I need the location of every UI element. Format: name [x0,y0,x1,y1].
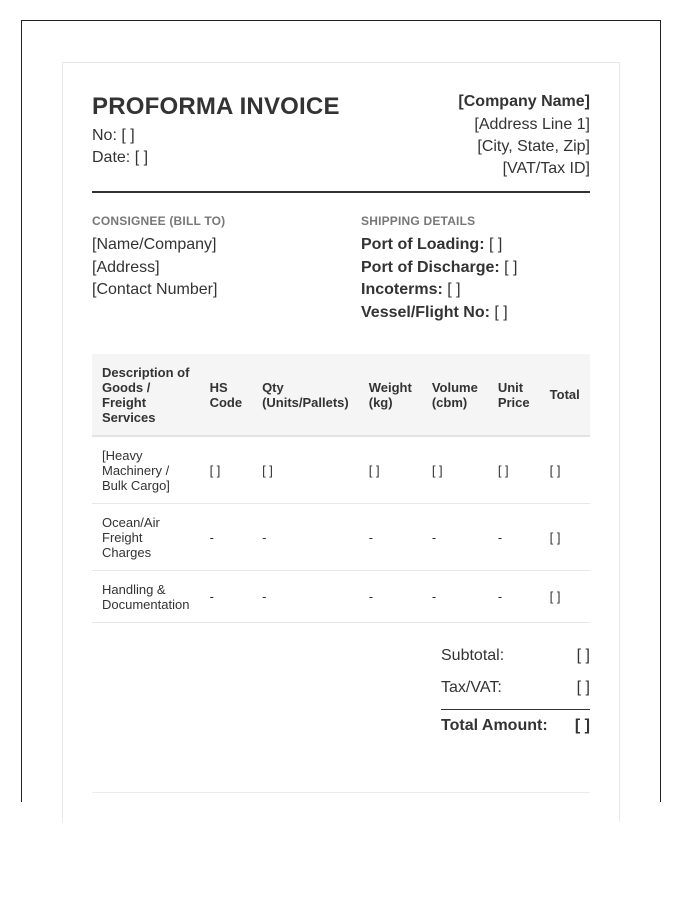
invoice-number: No: [ ] [92,127,135,144]
company-address: [Address Line 1] [474,116,590,133]
cell-unit-price: [ ] [488,436,540,504]
cell-hs-code: - [200,571,253,623]
cell-unit-price: - [488,504,540,571]
subtotal-value: [ ] [576,647,590,664]
invoice-date: Date: [ ] [92,149,149,166]
cell-hs-code: - [200,504,253,571]
header-qty: Qty (Units/Pallets) [252,354,359,436]
header-unit-price: Unit Price [488,354,540,436]
cell-qty: [ ] [252,436,359,504]
total-amount-value: [ ] [574,717,590,734]
consignee-address: [Address] [92,259,160,276]
cell-weight: - [359,504,422,571]
consignee-contact: [Contact Number] [92,281,218,298]
cell-weight: [ ] [359,436,422,504]
tax-vat-label: Tax/VAT: [441,679,502,696]
port-of-discharge-label: Port of Discharge: [361,259,500,276]
cell-total: [ ] [540,504,590,571]
vessel-flight-label: Vessel/Flight No: [361,304,490,321]
items-table [92,354,590,623]
table-header-row [92,354,590,436]
cell-description: [Heavy Machinery / Bulk Cargo] [92,436,200,504]
header-volume: Volume (cbm) [422,354,488,436]
company-name: [Company Name] [458,93,590,110]
cell-volume: - [422,571,488,623]
vessel-flight-value: [ ] [489,304,508,321]
vessel-flight-no [361,304,508,322]
cell-weight: - [359,571,422,623]
total-amount-label: Total Amount: [441,717,548,734]
consignee-label: CONSIGNEE (BILL TO) [92,214,226,228]
header-description: Description of Goods / Freight Services [92,354,200,436]
cell-hs-code: [ ] [200,436,253,504]
cell-qty: - [252,504,359,571]
incoterms [361,281,461,299]
table-row [92,504,590,571]
company-vat-tax-id: [VAT/Tax ID] [502,160,590,177]
company-city-state-zip: [City, State, Zip] [477,138,590,155]
cell-volume: - [422,504,488,571]
cell-total: [ ] [540,571,590,623]
port-of-loading-value: [ ] [484,236,503,253]
port-of-loading-label: Port of Loading: [361,236,485,253]
cell-qty: - [252,571,359,623]
cell-volume: [ ] [422,436,488,504]
subtotal-label: Subtotal: [441,647,505,664]
consignee-name: [Name/Company] [92,236,217,253]
cell-description: Handling & Documentation [92,571,200,623]
invoice-title: PROFORMA INVOICE [92,93,340,120]
table-row [92,436,590,504]
cell-total: [ ] [540,436,590,504]
table-row [92,571,590,623]
totals-divider [441,709,590,710]
header-divider [92,191,590,193]
header-hs-code: HS Code [200,354,253,436]
tax-vat-value: [ ] [576,679,590,696]
header-weight: Weight (kg) [359,354,422,436]
incoterms-value: [ ] [442,281,461,298]
incoterms-label: Incoterms: [361,281,443,298]
header-total: Total [540,354,590,436]
port-of-loading [361,236,502,254]
port-of-discharge [361,259,517,277]
port-of-discharge-value: [ ] [499,259,518,276]
cell-unit-price: - [488,571,540,623]
footer-divider [92,792,590,793]
shipping-label: SHIPPING DETAILS [361,214,476,228]
cell-description: Ocean/Air Freight Charges [92,504,200,571]
